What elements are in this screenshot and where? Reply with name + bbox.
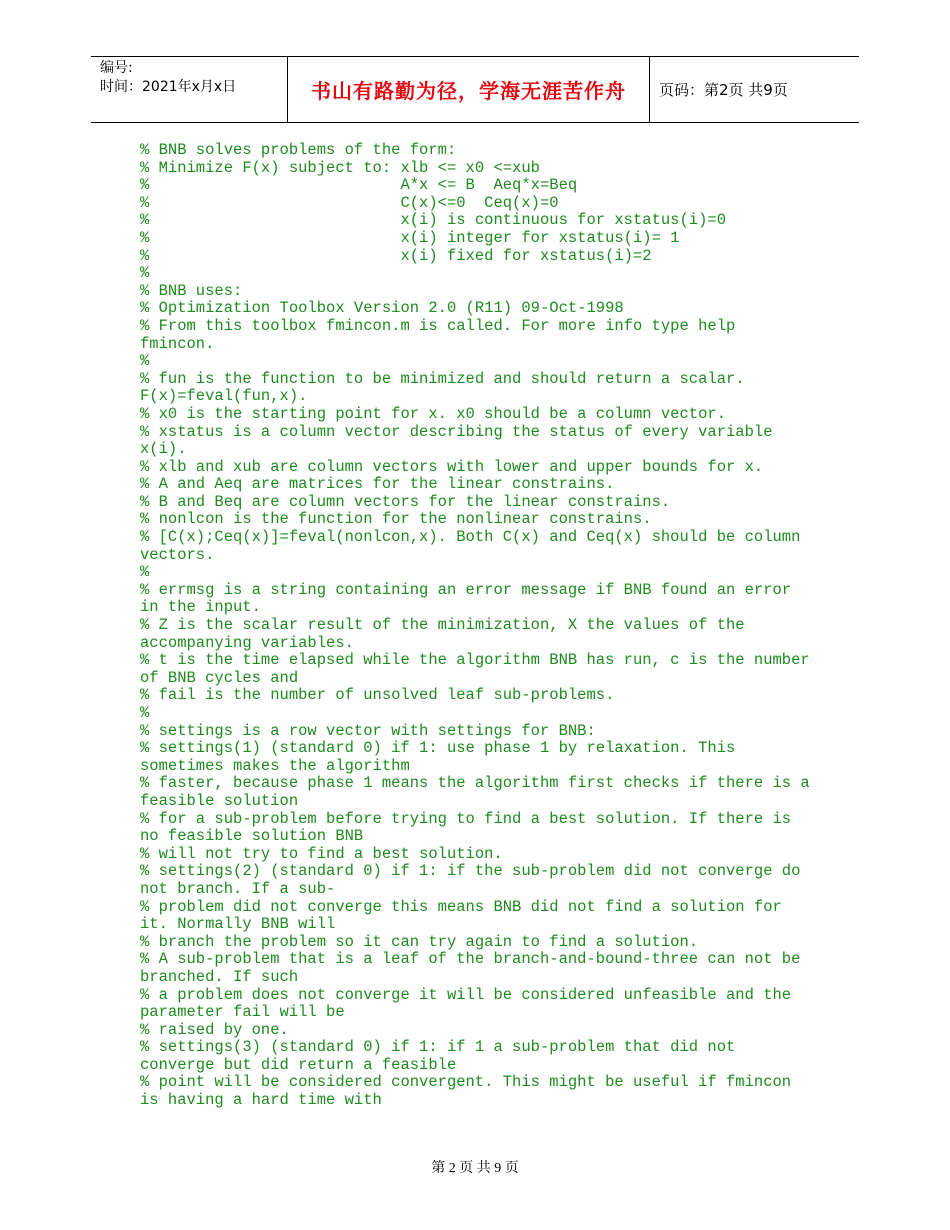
- document-header: [91, 56, 859, 123]
- code-line: % A*x <= B Aeq*x=Beq: [140, 176, 578, 195]
- code-line: % [C(x);Ceq(x)]=feval(nonlcon,x). Both C(x) and Ceq(x) should be column: [140, 528, 801, 547]
- code-line: % From this toolbox fmincon.m is called. For more info type help: [140, 316, 736, 335]
- code-line: % settings(3) (standard 0) if 1: if 1 a sub-problem that did not: [140, 1038, 736, 1057]
- code-line: % x0 is the starting point for x. x0 should be a column vector.: [140, 404, 726, 423]
- page-footer: 第 2 页 共 9 页: [431, 1161, 519, 1176]
- code-line: % x(i) is continuous for xstatus(i)=0: [140, 211, 726, 230]
- code-line: % settings is a row vector with settings for BNB:: [140, 721, 596, 740]
- code-line: F(x)=feval(fun,x).: [140, 387, 308, 406]
- code-line: parameter fail will be: [140, 1003, 345, 1022]
- code-line: % raised by one.: [140, 1020, 289, 1039]
- code-line: % for a sub-problem before trying to find a best solution. If there is: [140, 809, 792, 828]
- number-label: 编号:: [100, 60, 133, 76]
- code-line: % A and Aeq are matrices for the linear constrains.: [140, 475, 615, 494]
- code-line: % problem did not converge this means BNB did not find a solution for: [140, 897, 782, 916]
- code-line: %: [140, 563, 150, 582]
- code-line: % xlb and xub are column vectors with lower and upper bounds for x.: [140, 457, 764, 476]
- code-line: % errmsg is a string containing an error message if BNB found an error: [140, 580, 792, 599]
- code-line: % x(i) fixed for xstatus(i)=2: [140, 246, 652, 265]
- code-line: % A sub-problem that is a leaf of the branch-and-bound-three can not be: [140, 950, 801, 969]
- code-line: feasible solution: [140, 791, 299, 810]
- header-motto: 书山有路勤为径，学海无涯苦作舟: [287, 57, 650, 122]
- code-line: % x(i) integer for xstatus(i)= 1: [140, 228, 680, 247]
- code-line: accompanying variables.: [140, 633, 354, 652]
- code-line: in the input.: [140, 598, 261, 617]
- code-line: % will not try to find a best solution.: [140, 844, 503, 863]
- code-comment-block: [140, 142, 830, 1110]
- code-line: sometimes makes the algorithm: [140, 756, 410, 775]
- code-line: % settings(2) (standard 0) if 1: if the sub-problem did not converge do: [140, 862, 801, 881]
- code-line: vectors.: [140, 545, 215, 564]
- time-label: 时间：2021年x月x日: [100, 79, 237, 95]
- code-line: % nonlcon is the function for the nonlinear constrains.: [140, 510, 652, 529]
- header-page-info: 页码：第2页 共9页: [659, 81, 788, 99]
- code-line: % BNB uses:: [140, 281, 243, 300]
- code-line: % settings(1) (standard 0) if 1: use phase 1 by relaxation. This: [140, 739, 736, 758]
- code-line: % BNB solves problems of the form:: [140, 141, 457, 159]
- code-line: of BNB cycles and: [140, 668, 299, 687]
- code-line: % Minimize F(x) subject to: xlb <= x0 <=xub: [140, 158, 540, 177]
- code-line: % branch the problem so it can try again to find a solution.: [140, 932, 699, 951]
- code-line: %: [140, 704, 150, 722]
- code-line: % t is the time elapsed while the algorithm BNB has run, c is the number: [140, 651, 810, 670]
- code-line: branched. If such: [140, 967, 299, 986]
- code-line: % fun is the function to be minimized and should return a scalar.: [140, 369, 745, 388]
- code-line: %: [140, 352, 150, 371]
- code-line: x(i).: [140, 440, 187, 459]
- code-line: is having a hard time with: [140, 1091, 382, 1110]
- code-line: % Optimization Toolbox Version 2.0 (R11) 09-Oct-1998: [140, 299, 624, 318]
- header-meta: [91, 57, 287, 122]
- code-line: converge but did return a feasible: [140, 1055, 457, 1074]
- code-line: fmincon.: [140, 334, 215, 353]
- code-line: % faster, because phase 1 means the algorithm first checks if there is a: [140, 774, 810, 793]
- code-line: % fail is the number of unsolved leaf sub-problems.: [140, 686, 615, 705]
- code-line: % xstatus is a column vector describing the status of every variable: [140, 422, 773, 441]
- code-line: % C(x)<=0 Ceq(x)=0: [140, 193, 559, 212]
- code-line: % Z is the scalar result of the minimization, X the values of the: [140, 616, 745, 635]
- code-line: % B and Beq are column vectors for the linear constrains.: [140, 492, 671, 511]
- code-line: it. Normally BNB will: [140, 915, 336, 934]
- code-line: %: [140, 264, 150, 283]
- code-line: % a problem does not converge it will be considered unfeasible and the: [140, 985, 792, 1004]
- code-line: % point will be considered convergent. This might be useful if fmincon: [140, 1073, 792, 1092]
- code-line: not branch. If a sub-: [140, 879, 336, 898]
- code-line: no feasible solution BNB: [140, 827, 364, 846]
